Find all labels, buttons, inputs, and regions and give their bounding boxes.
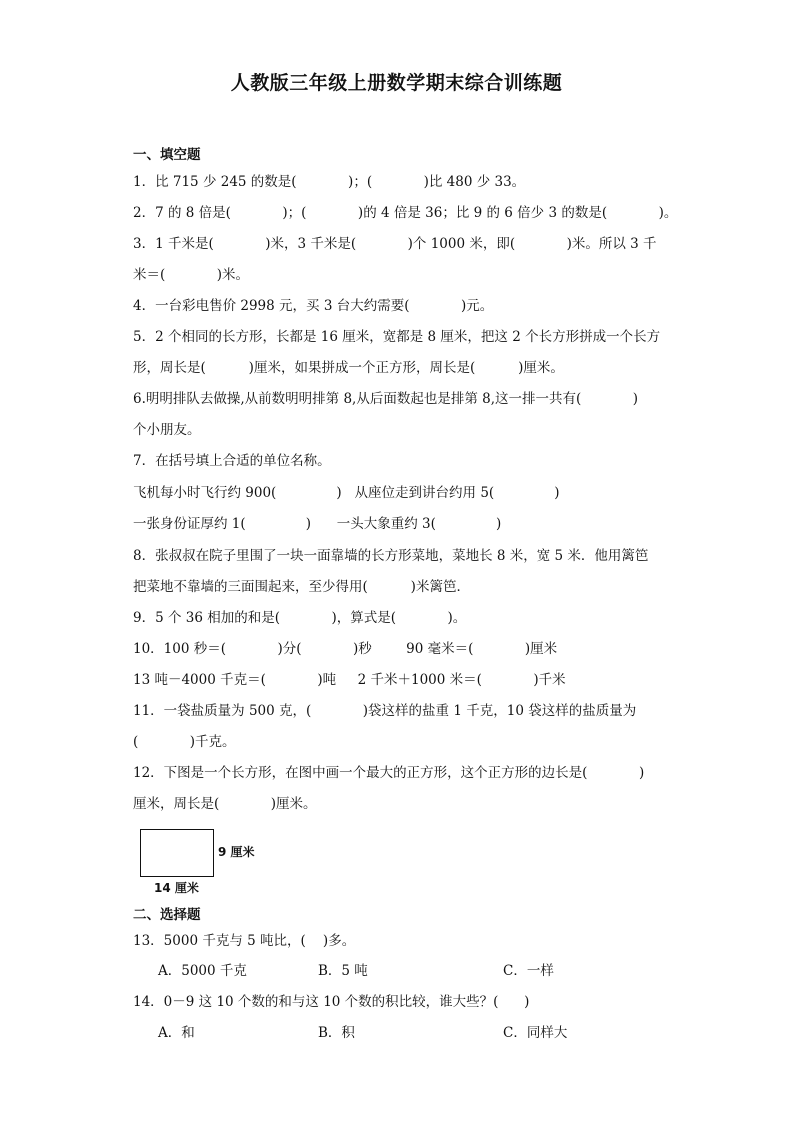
question-line: 13．5000 千克与 5 吨比，( )多。 [133,933,356,949]
question-line: ( )千克。 [133,734,236,750]
question-line: 3．1 千米是( )米，3 千米是( )个 1000 米，即( )米。所以 3 千 [133,236,657,252]
question-line: 4．一台彩电售价 2998 元，买 3 台大约需要( )元。 [133,298,494,314]
question-line: 8．张叔叔在院子里围了一块一面靠墙的长方形菜地，菜地长 8 米，宽 5 米．他用篱笆 [133,548,649,564]
rectangle-shape [140,829,214,877]
question-line: 13 吨－4000 千克＝( )吨 2 千米＋1000 米＝( )千米 [133,672,566,688]
question-line: 飞机每小时飞行约 900( ) 从座位走到讲台约用 5( ) [133,485,560,501]
question-line: 一张身份证厚约 1( ) 一头大象重约 3( ) [133,516,502,532]
choice-option-b: B．5 吨 [318,963,368,979]
rectangle-width-label: 14 厘米 [154,881,199,895]
question-line: 厘米，周长是( )厘米。 [133,796,317,812]
question-line: 2．7 的 8 倍是( )；( )的 4 倍是 36；比 9 的 6 倍少 3 的数是( )。 [133,205,678,221]
question-line: 9．5 个 36 相加的和是( )，算式是( )。 [133,610,467,626]
question-line: 12．下图是一个长方形，在图中画一个最大的正方形，这个正方形的边长是( ) [133,765,645,781]
question-line: 个小朋友。 [133,422,201,438]
page-title: 人教版三年级上册数学期末综合训练题 [230,72,563,94]
rectangle-figure [138,827,268,897]
choice-option-b: B．积 [318,1025,355,1041]
question-line: 11．一袋盐质量为 500 克，( )袋这样的盐重 1 千克，10 袋这样的盐质量为 [133,703,637,719]
question-line: 1．比 715 少 245 的数是( )；( )比 480 少 33。 [133,174,526,190]
question-line: 7．在括号填上合适的单位名称。 [133,453,331,469]
choice-option-c: C．同样大 [503,1025,568,1041]
question-line: 10．100 秒＝( )分( )秒 90 毫米＝( )厘米 [133,641,558,657]
choice-option-a: A．和 [158,1025,195,1041]
rectangle-height-label: 9 厘米 [218,845,255,859]
question-line: 5．2 个相同的长方形，长都是 16 厘米，宽都是 8 厘米，把这 2 个长方形拼成一个长方 [133,329,661,345]
section-heading-choice: 二、选择题 [133,907,201,923]
question-line: 把菜地不靠墙的三面围起来，至少得用( )米篱笆． [133,579,470,595]
choice-option-c: C．一样 [503,963,554,979]
question-line: 形，周长是( )厘米，如果拼成一个正方形，周长是( )厘米。 [133,360,564,376]
choice-option-a: A．5000 千克 [158,963,247,979]
question-line: 6.明明排队去做操,从前数明明排第 8,从后面数起也是排第 8,这一排一共有( ) [133,391,639,407]
question-line: 14．0－9 这 10 个数的和与这 10 个数的积比较，谁大些？( ) [133,994,530,1010]
question-line: 米＝( )米。 [133,267,250,283]
section-heading-fill-blank: 一、填空题 [133,147,201,163]
